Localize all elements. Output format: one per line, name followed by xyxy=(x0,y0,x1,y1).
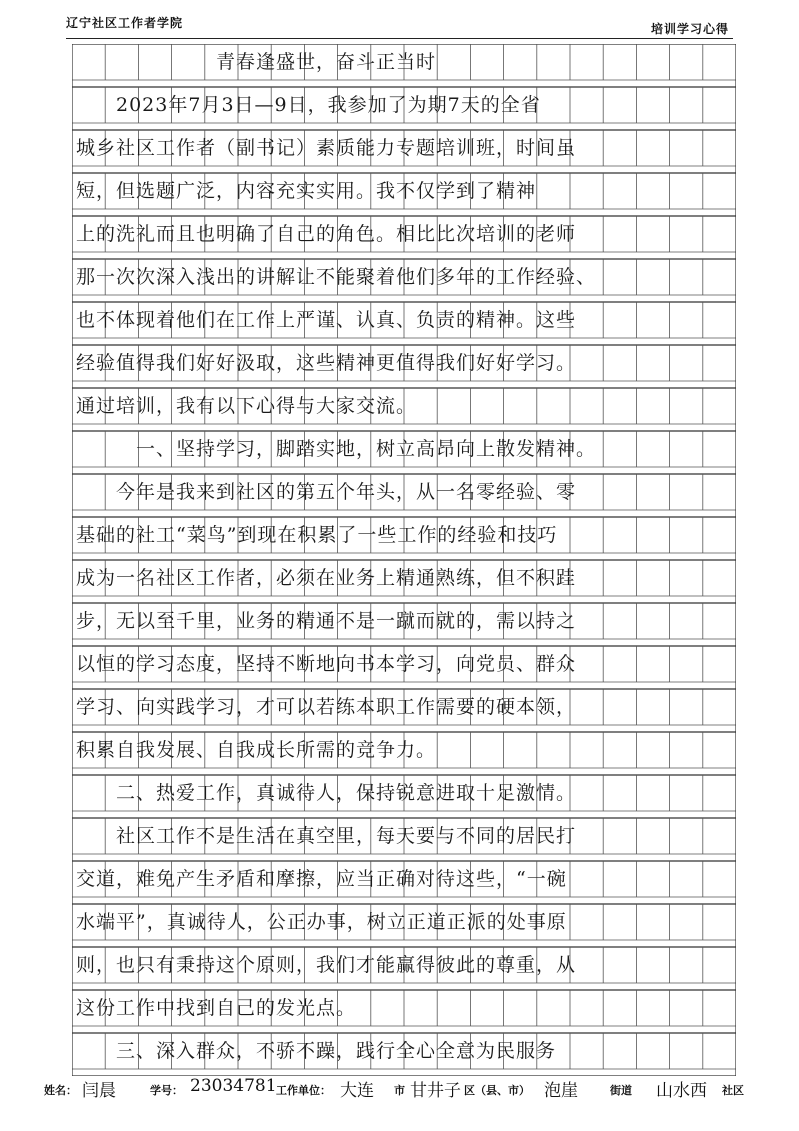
essay-line: 通过培训，我有以下心得与大家交流。 xyxy=(76,395,417,417)
institution-name: 辽宁社区工作者学院 xyxy=(66,16,184,30)
essay-line: 三、深入群众，不骄不躁，践行全心全意为民服务 xyxy=(116,1040,557,1062)
essay-line: 经验值得我们好好汲取，这些精神更值得我们好好学习。 xyxy=(76,352,577,374)
unit-label: 工作单位： xyxy=(276,1084,331,1097)
footer-info xyxy=(44,1078,764,1102)
essay-line: 二、热爱工作，真诚待人，保持锐意进取十足激情。 xyxy=(116,782,577,804)
essay-line: 步，无以至千里，业务的精通不是一蹴而就的，需以持之 xyxy=(76,610,577,632)
essay-line: 一、坚持学习，脚踏实地，树立高昂向上散发精神。 xyxy=(136,438,597,460)
essay-line: 积累自我发展、自我成长所需的竞争力。 xyxy=(76,739,437,761)
essay-line: 上的洗礼而且也明确了自己的角色。相比比次培训的老师 xyxy=(76,223,577,245)
city-value: 大连 xyxy=(340,1081,374,1101)
district-value: 甘井子 xyxy=(410,1081,461,1101)
essay-line: 社区工作不是生活在真空里，每天要与不同的居民打 xyxy=(116,825,577,847)
essay-line: 则，也只有秉持这个原则，我们才能赢得彼此的尊重，从 xyxy=(76,954,577,976)
document-type: 培训学习心得 xyxy=(650,22,729,36)
essay-line: 2023年7月3日—9日，我参加了为期7天的全省 xyxy=(116,94,541,116)
essay-line: 也不体现着他们在工作上严谨、认真、负责的精神。这些 xyxy=(76,309,577,331)
essay-line: 成为一名社区工作者，必须在业务上精通熟练，但不积跬 xyxy=(76,567,577,589)
community-value: 山水西 xyxy=(656,1081,707,1101)
essay-line: 城乡社区工作者（副书记）素质能力专题培训班，时间虽 xyxy=(76,137,577,159)
id-label: 学号： xyxy=(150,1084,183,1097)
city-label: 市 xyxy=(394,1084,405,1097)
essay-line: 学习、向实践学习，才可以若练本职工作需要的硬本领， xyxy=(76,696,577,718)
id-value: 23034781 xyxy=(190,1076,277,1096)
street-label: 街道 xyxy=(610,1084,632,1097)
essay-line: 以恒的学习态度，坚持不断地向书本学习，向党员、群众 xyxy=(76,653,577,675)
header-divider xyxy=(66,38,733,39)
essay-line: 今年是我来到社区的第五个年头，从一名零经验、零 xyxy=(116,481,577,503)
essay-line: 交道，难免产生矛盾和摩擦，应当正确对待这些，“一碗 xyxy=(76,868,567,890)
community-label: 社区 xyxy=(722,1084,744,1097)
essay-line: 短，但选题广泛，内容充实实用。我不仅学到了精神 xyxy=(76,180,537,202)
name-value: 闫晨 xyxy=(82,1081,116,1101)
essay-line: 那一次次深入浅出的讲解让不能聚着他们多年的工作经验、 xyxy=(76,266,597,288)
manuscript-sheet xyxy=(72,44,736,1076)
essay-line: 基础的社工“菜鸟”到现在积累了一些工作的经验和技巧 xyxy=(76,524,558,546)
name-label: 姓名： xyxy=(44,1084,77,1097)
essay-line: 水端平”，真诚待人，公正办事，树立正道正派的处事原 xyxy=(76,911,567,933)
essay-title: 青春逢盛世，奋斗正当时 xyxy=(216,51,437,73)
district-label: 区（县、市） xyxy=(464,1084,530,1097)
street-value: 泡崖 xyxy=(544,1081,578,1101)
essay-line: 这份工作中找到自己的发光点。 xyxy=(76,997,357,1019)
